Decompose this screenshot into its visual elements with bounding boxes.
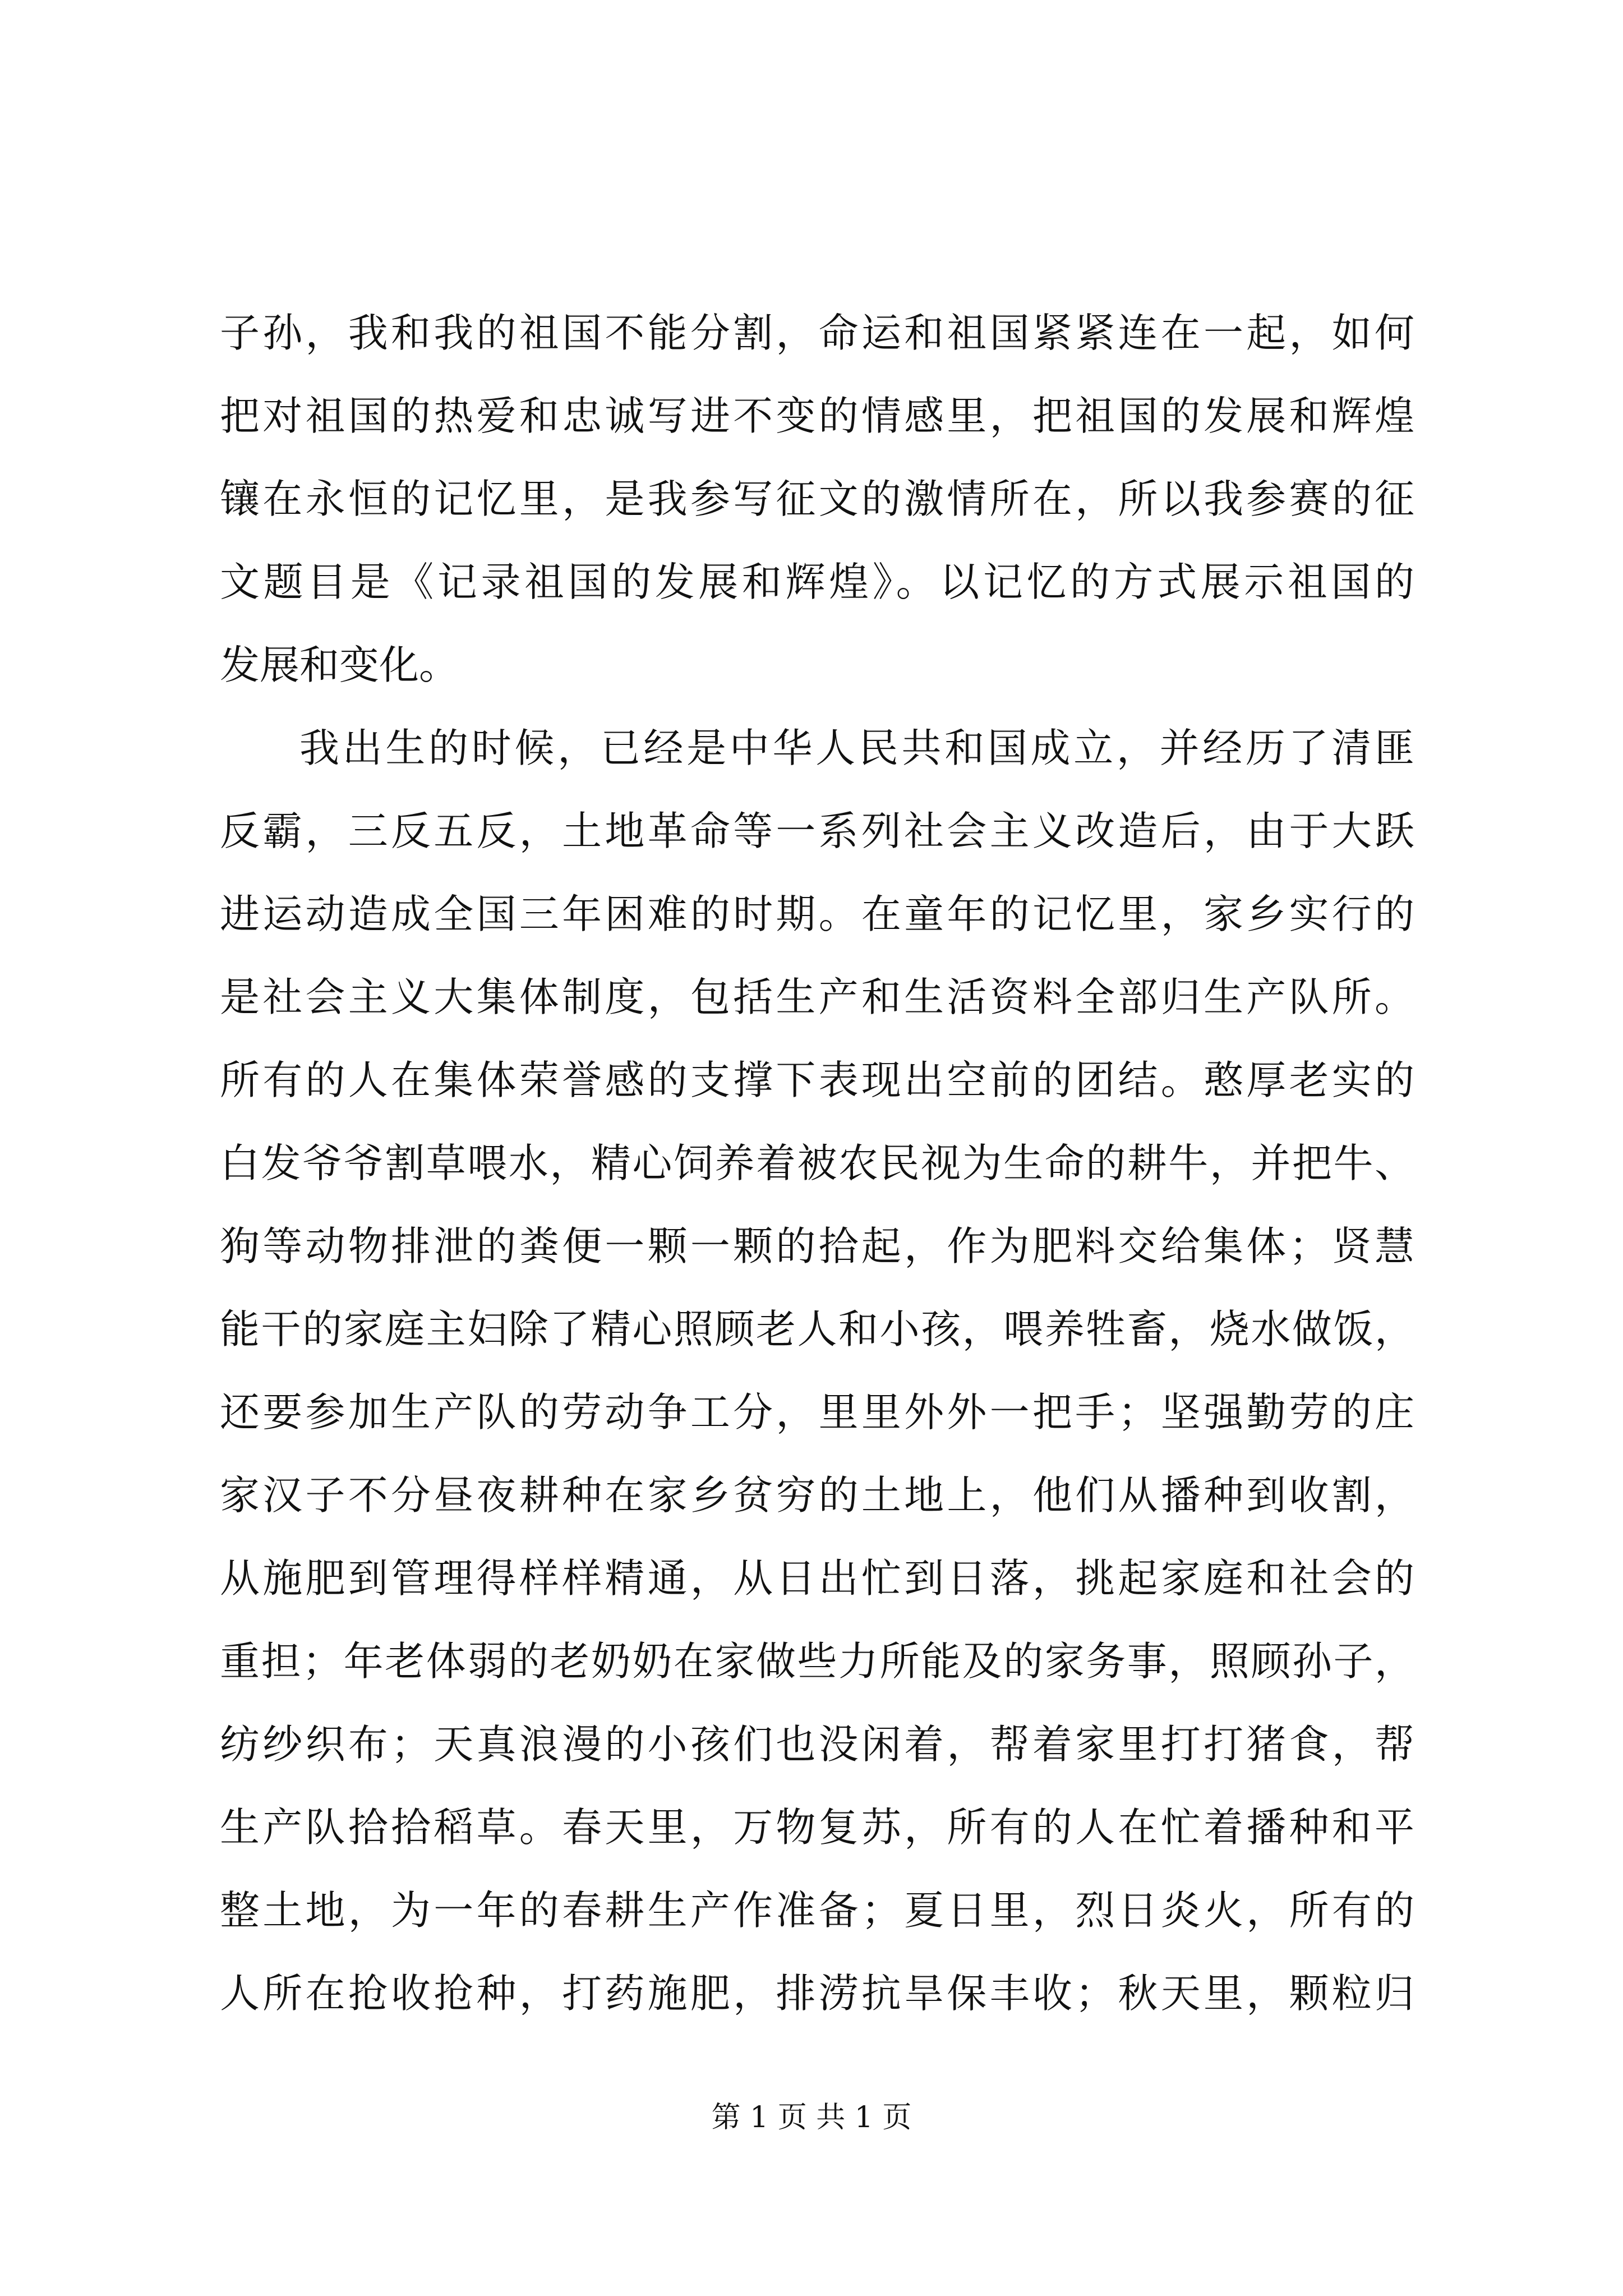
text-line: 家汉子不分昼夜耕种在家乡贫穷的土地上，他们从播种到收割，	[220, 1472, 1414, 1519]
text-line: 子孙，我和我的祖国不能分割，命运和祖国紧紧连在一起，如何	[220, 310, 1414, 356]
text-line: 文题目是《记录祖国的发展和辉煌》。以记忆的方式展示祖国的	[220, 559, 1414, 605]
text-line: 能干的家庭主妇除了精心照顾老人和小孩，喂养牲畜，烧水做饭，	[220, 1306, 1414, 1352]
page-number-footer: 第 1 页 共 1 页	[711, 2101, 912, 2134]
text-line: 狗等动物排泄的粪便一颗一颗的拾起，作为肥料交给集体；贤慧	[220, 1223, 1414, 1269]
text-line: 把对祖国的热爱和忠诚写进不变的情感里，把祖国的发展和辉煌	[220, 393, 1414, 439]
text-line: 生产队拾拾稻草。春天里，万物复苏，所有的人在忙着播种和平	[220, 1804, 1414, 1851]
text-line: 白发爷爷割草喂水，精心饲养着被农民视为生命的耕牛，并把牛、	[220, 1140, 1414, 1186]
text-line: 反霸，三反五反，土地革命等一系列社会主义改造后，由于大跃	[220, 808, 1414, 854]
text-line: 重担；年老体弱的老奶奶在家做些力所能及的家务事，照顾孙子，	[220, 1638, 1414, 1685]
text-line: 所有的人在集体荣誉感的支撑下表现出空前的团结。憨厚老实的	[220, 1057, 1414, 1103]
text-line: 镶在永恒的记忆里，是我参写征文的激情所在，所以我参赛的征	[220, 476, 1414, 522]
text-line: 纺纱织布；天真浪漫的小孩们也没闲着，帮着家里打打猪食，帮	[220, 1721, 1414, 1768]
text-line: 整土地，为一年的春耕生产作准备；夏日里，烈日炎火，所有的	[220, 1887, 1414, 1934]
text-line: 从施肥到管理得样样精通，从日出忙到日落，挑起家庭和社会的	[220, 1555, 1414, 1602]
text-line: 进运动造成全国三年困难的时期。在童年的记忆里，家乡实行的	[220, 891, 1414, 937]
body-text	[220, 292, 1414, 2035]
text-line: 发展和变化。	[220, 642, 459, 688]
paragraph-first-line: 我出生的时候，已经是中华人民共和国成立，并经历了清匪	[299, 725, 1414, 771]
text-line: 是社会主义大集体制度，包括生产和生活资料全部归生产队所。	[220, 974, 1414, 1020]
text-line: 还要参加生产队的劳动争工分，里里外外一把手；坚强勤劳的庄	[220, 1389, 1414, 1435]
text-line: 人所在抢收抢种，打药施肥，排涝抗旱保丰收；秋天里，颗粒归	[220, 1970, 1414, 2017]
